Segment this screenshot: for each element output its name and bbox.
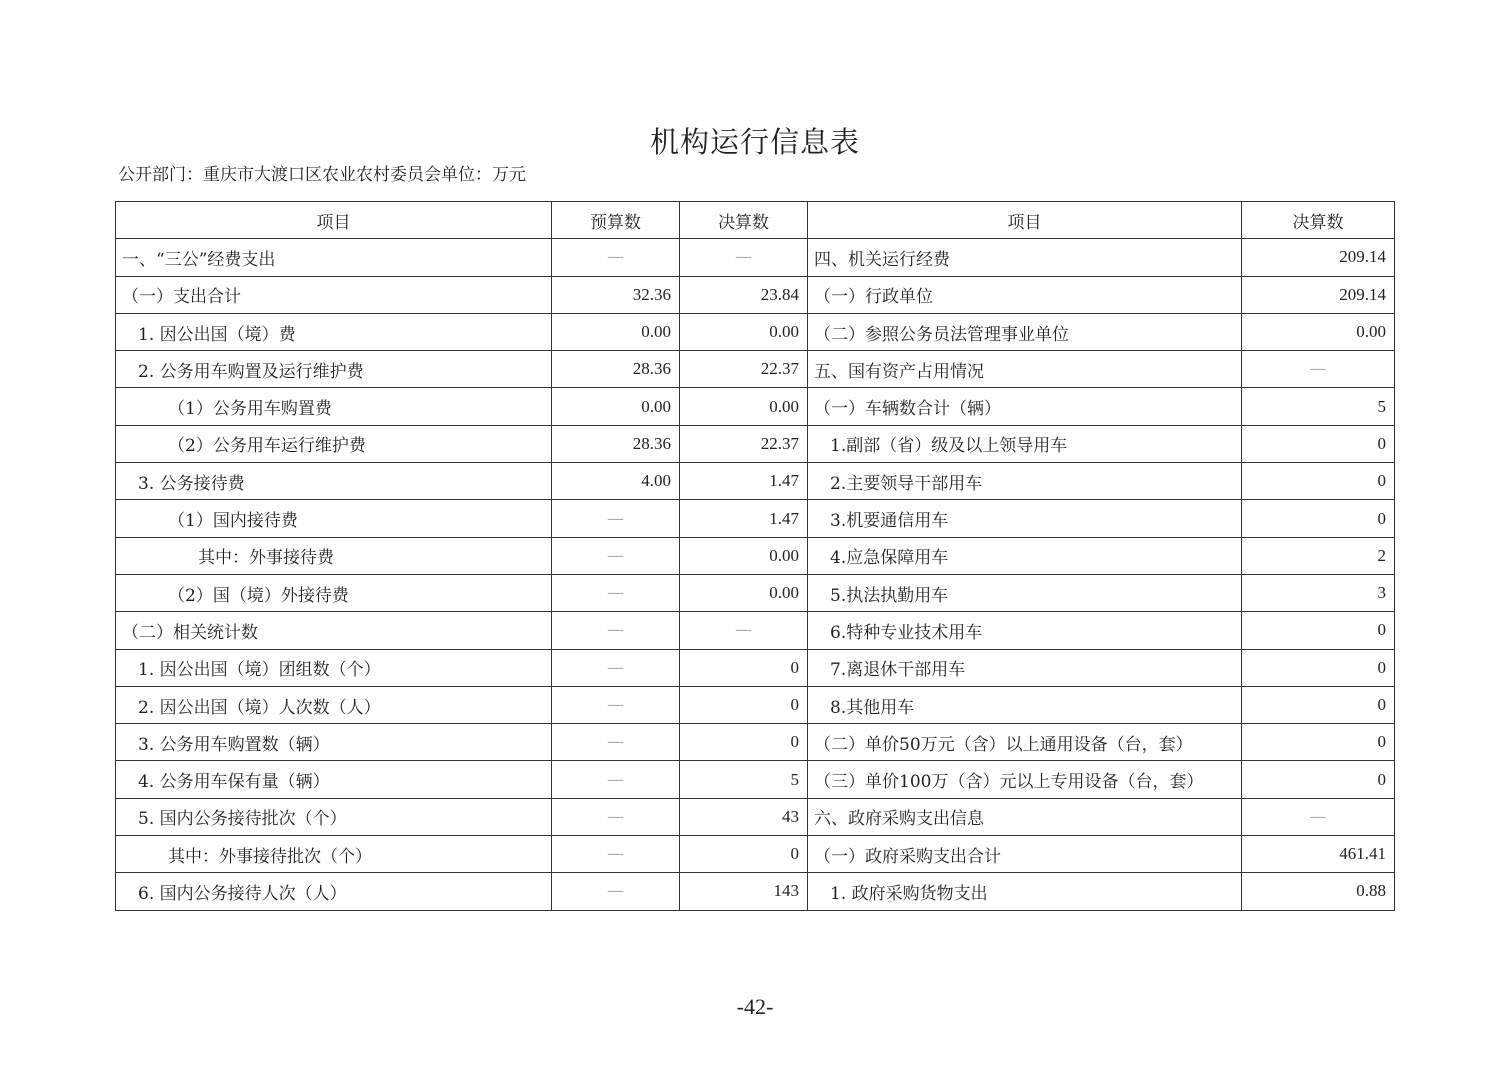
row-right-final-value: — (1242, 798, 1395, 835)
header-final-left: 决算数 (680, 202, 808, 239)
row-final-value: 0.00 (680, 313, 808, 350)
table-row (116, 574, 1395, 611)
row-budget-value: 32.36 (552, 276, 680, 313)
row-item-right: 3.机要通信用车 (808, 500, 1242, 537)
row-item-left: （1）公务用车购置费 (116, 388, 552, 425)
table-row (116, 500, 1395, 537)
row-item-left: 5. 国内公务接待批次（个） (116, 798, 552, 835)
row-right-final-value: 0 (1242, 649, 1395, 686)
row-item-right: （二）参照公务员法管理事业单位 (808, 313, 1242, 350)
page-title: 机构运行信息表 (649, 125, 860, 159)
row-budget-value: 28.36 (552, 351, 680, 388)
row-item-right: （一）车辆数合计（辆） (808, 388, 1242, 425)
row-final-value: 0 (680, 686, 808, 723)
table-row (116, 537, 1395, 574)
row-budget-value: 0.00 (552, 388, 680, 425)
row-item-left: 1. 因公出国（境）费 (116, 313, 552, 350)
row-final-value: 43 (680, 798, 808, 835)
row-item-right: 6.特种专业技术用车 (808, 612, 1242, 649)
header-final-right: 决算数 (1242, 202, 1395, 239)
row-right-final-value: 0 (1242, 724, 1395, 761)
row-budget-value: — (552, 500, 680, 537)
row-item-left: （二）相关统计数 (116, 612, 552, 649)
row-budget-value: — (552, 724, 680, 761)
table-row (116, 649, 1395, 686)
row-item-right: 1. 政府采购货物支出 (808, 873, 1242, 910)
row-final-value: 23.84 (680, 276, 808, 313)
table-row (116, 686, 1395, 723)
row-final-value: 22.37 (680, 351, 808, 388)
row-right-final-value: 0 (1242, 612, 1395, 649)
row-budget-value: — (552, 239, 680, 276)
row-budget-value: — (552, 686, 680, 723)
row-item-right: 7.离退休干部用车 (808, 649, 1242, 686)
row-right-final-value: 209.14 (1242, 276, 1395, 313)
row-final-value: — (680, 612, 808, 649)
row-budget-value: — (552, 873, 680, 910)
row-budget-value: 4.00 (552, 463, 680, 500)
table-row (116, 425, 1395, 462)
row-item-right: 四、机关运行经费 (808, 239, 1242, 276)
info-table (115, 201, 1395, 911)
row-budget-value: 28.36 (552, 425, 680, 462)
row-final-value: — (680, 239, 808, 276)
row-budget-value: — (552, 612, 680, 649)
row-item-left: （一）支出合计 (116, 276, 552, 313)
row-final-value: 0 (680, 724, 808, 761)
header-budget: 预算数 (552, 202, 680, 239)
row-budget-value: — (552, 649, 680, 686)
row-item-left: （1）国内接待费 (116, 500, 552, 537)
row-budget-value: — (552, 537, 680, 574)
row-right-final-value: 0 (1242, 686, 1395, 723)
row-final-value: 0.00 (680, 537, 808, 574)
table-subtitle: 公开部门：重庆市大渡口区农业农村委员会单位：万元 (118, 165, 526, 185)
row-item-left: （2）公务用车运行维护费 (116, 425, 552, 462)
row-right-final-value: 0.88 (1242, 873, 1395, 910)
table-row (116, 239, 1395, 276)
row-item-right: （一）政府采购支出合计 (808, 836, 1242, 873)
header-item-left: 项目 (116, 202, 552, 239)
row-item-left: 2. 因公出国（境）人次数（人） (116, 686, 552, 723)
page-number: -42- (736, 994, 774, 1019)
row-right-final-value: — (1242, 351, 1395, 388)
row-item-left: 其中：外事接待批次（个） (116, 836, 552, 873)
header-item-right: 项目 (808, 202, 1242, 239)
row-item-left: （2）国（境）外接待费 (116, 574, 552, 611)
row-right-final-value: 3 (1242, 574, 1395, 611)
row-final-value: 143 (680, 873, 808, 910)
row-right-final-value: 5 (1242, 388, 1395, 425)
row-right-final-value: 2 (1242, 537, 1395, 574)
row-item-right: 4.应急保障用车 (808, 537, 1242, 574)
row-right-final-value: 209.14 (1242, 239, 1395, 276)
row-right-final-value: 0 (1242, 761, 1395, 798)
row-budget-value: — (552, 574, 680, 611)
table-row (116, 724, 1395, 761)
row-item-right: 5.执法执勤用车 (808, 574, 1242, 611)
row-item-left: 3. 公务接待费 (116, 463, 552, 500)
row-item-left: 其中：外事接待费 (116, 537, 552, 574)
row-budget-value: — (552, 761, 680, 798)
row-right-final-value: 0 (1242, 463, 1395, 500)
row-budget-value: 0.00 (552, 313, 680, 350)
row-right-final-value: 461.41 (1242, 836, 1395, 873)
row-final-value: 0.00 (680, 574, 808, 611)
row-item-right: （二）单价50万元（含）以上通用设备（台，套） (808, 724, 1242, 761)
row-right-final-value: 0.00 (1242, 313, 1395, 350)
row-item-left: 2. 公务用车购置及运行维护费 (116, 351, 552, 388)
row-item-left: 1. 因公出国（境）团组数（个） (116, 649, 552, 686)
row-final-value: 1.47 (680, 463, 808, 500)
table-row (116, 463, 1395, 500)
table-row (116, 798, 1395, 835)
row-right-final-value: 0 (1242, 425, 1395, 462)
row-item-left: 6. 国内公务接待人次（人） (116, 873, 552, 910)
row-final-value: 0 (680, 649, 808, 686)
row-budget-value: — (552, 836, 680, 873)
row-item-right: （一）行政单位 (808, 276, 1242, 313)
table-row (116, 388, 1395, 425)
row-final-value: 5 (680, 761, 808, 798)
table-row (116, 313, 1395, 350)
table-row (116, 276, 1395, 313)
row-item-left: 3. 公务用车购置数（辆） (116, 724, 552, 761)
table-header-row (116, 202, 1395, 239)
row-item-right: （三）单价100万（含）元以上专用设备（台，套） (808, 761, 1242, 798)
row-budget-value: — (552, 798, 680, 835)
row-item-right: 1.副部（省）级及以上领导用车 (808, 425, 1242, 462)
table-row (116, 351, 1395, 388)
row-final-value: 0.00 (680, 388, 808, 425)
row-final-value: 0 (680, 836, 808, 873)
table-row (116, 836, 1395, 873)
row-item-left: 一、“三公”经费支出 (116, 239, 552, 276)
row-final-value: 22.37 (680, 425, 808, 462)
row-right-final-value: 0 (1242, 500, 1395, 537)
row-item-right: 2.主要领导干部用车 (808, 463, 1242, 500)
table-row (116, 612, 1395, 649)
row-item-right: 8.其他用车 (808, 686, 1242, 723)
row-final-value: 1.47 (680, 500, 808, 537)
row-item-right: 五、国有资产占用情况 (808, 351, 1242, 388)
table-body (116, 239, 1395, 910)
table-row (116, 761, 1395, 798)
row-item-left: 4. 公务用车保有量（辆） (116, 761, 552, 798)
row-item-right: 六、政府采购支出信息 (808, 798, 1242, 835)
table-row (116, 873, 1395, 910)
